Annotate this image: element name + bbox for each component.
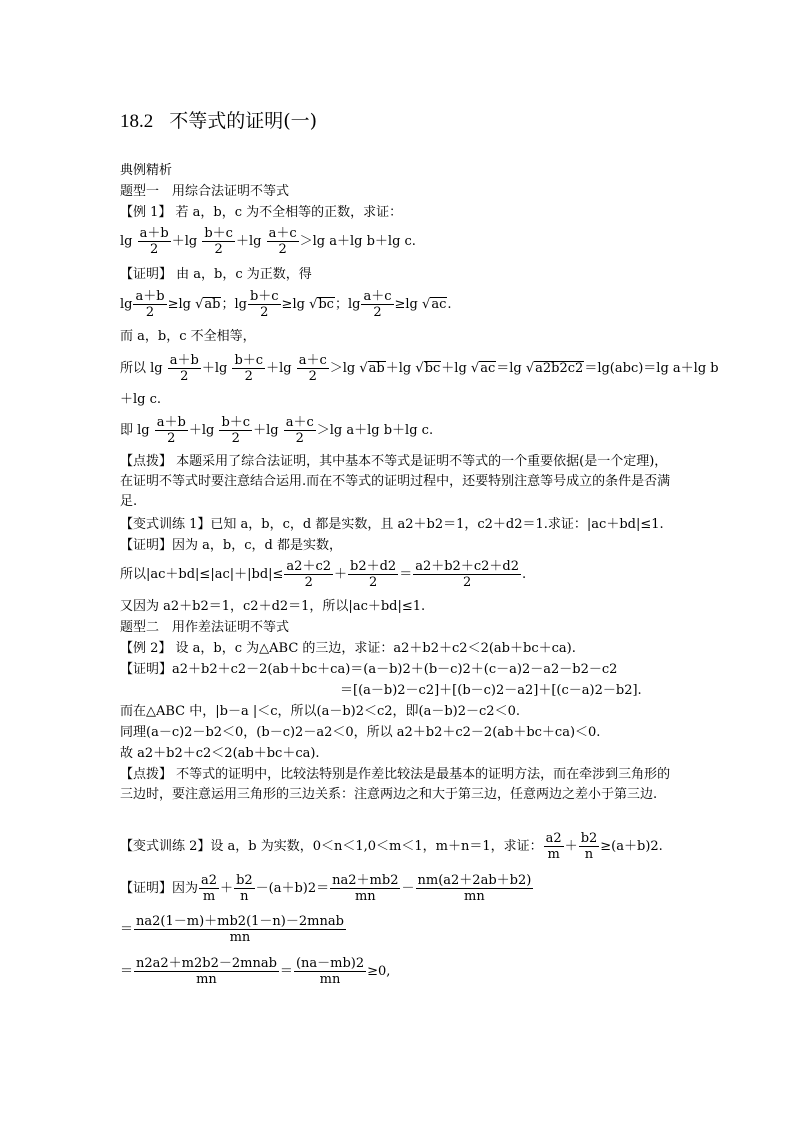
denominator: mn (196, 972, 217, 987)
denominator: 2 (260, 305, 269, 320)
numerator: n2a2＋m2b2－2mnab (136, 956, 277, 971)
numerator: na2＋mb2 (332, 873, 399, 888)
denominator: 2 (180, 369, 189, 384)
numerator: a＋b (156, 415, 186, 430)
fraction (416, 873, 534, 904)
fraction (133, 289, 166, 320)
example-1-comment: 【点拨】 本题采用了综合法证明，其中基本不等式是证明不等式的一个重要依据(是一个定理)，在证明不等式时要注意结合运用.而在不等式的证明过程中，还要特别注意等号成立的条件是否满足. (120, 454, 671, 509)
variation-2-proof-line-1 (120, 873, 534, 904)
denominator: mn (354, 889, 376, 904)
example-1-formula (120, 226, 416, 257)
formula-text: 【变式训练 2】设 a，b 为实数，0＜n＜1,0＜m＜1，m＋n＝1，求证： (120, 839, 543, 854)
formula-text: ≥0, (367, 964, 391, 979)
fraction (579, 831, 600, 862)
formula-text: ＋lg (253, 423, 279, 438)
formula-text: ＝lg(abc)＝lg a＋lg b (584, 361, 719, 376)
section-heading: 典例精析 (120, 163, 173, 178)
formula-text: lg (120, 234, 133, 249)
example-2-proof-line-2 (120, 682, 642, 699)
variation-2-proof-line-2 (120, 914, 347, 945)
problem-type-2: 题型二 用作差法证明不等式 (120, 620, 290, 635)
formula-text: ＋ (334, 567, 348, 582)
formula-text: ＝ (120, 922, 134, 937)
numerator: a2＋b2＋c2＋d2 (415, 559, 519, 574)
problem-type-1: 题型一 用综合法证明不等式 (120, 184, 290, 199)
formula-text: ＝[(a－b)2－c2]＋[(b－c)2－a2]＋[(c－a)2－b2]. (340, 683, 642, 698)
radicand: a2b2c2 (535, 361, 584, 376)
formula-text: ＝ (399, 567, 413, 582)
numerator: a＋c (298, 353, 327, 368)
numerator: a2 (201, 873, 218, 888)
numerator: a＋b (135, 289, 165, 304)
numerator: b2＋d2 (350, 559, 397, 574)
fraction (155, 415, 188, 446)
page-title (120, 106, 317, 133)
numerator: nm(a2＋2ab＋b2) (417, 873, 532, 888)
variation-1-proof-start: 【证明】因为 a，b，c，d 都是实数， (120, 538, 342, 553)
fraction (297, 353, 329, 384)
fraction (134, 914, 346, 945)
numerator: (na－mb)2 (295, 956, 365, 971)
denominator: mn (464, 889, 485, 904)
fraction (134, 956, 279, 987)
formula-text: ＞lg a＋lg b＋lg c. (316, 423, 434, 438)
fraction (138, 226, 171, 257)
formula-text: ≥lg (167, 297, 191, 312)
fraction (284, 415, 316, 446)
formula-text: lg (120, 297, 133, 312)
example-1-proof-start: 【证明】 由 a，b，c 为正数，得 (120, 267, 312, 282)
formula-text: ＋lg (235, 234, 262, 249)
denominator: mn (229, 930, 251, 945)
fraction (232, 353, 265, 384)
fraction (544, 831, 564, 862)
fraction (294, 956, 366, 987)
radicand: ac (431, 297, 447, 312)
numerator: b2 (236, 873, 253, 888)
formula-text: ＋lg (385, 361, 412, 376)
denominator: n (584, 847, 594, 862)
denominator: 2 (462, 575, 472, 590)
denominator: 2 (278, 242, 287, 257)
fraction (248, 289, 281, 320)
formula-text: ；lg (221, 297, 247, 312)
radicand: ac (480, 361, 496, 376)
formula-text: 所以|ac＋bd|≤|ac|＋|bd|≤ (120, 567, 284, 582)
denominator: n (240, 889, 249, 904)
example-1-conclusion (120, 415, 433, 446)
denominator: 2 (373, 305, 382, 320)
section-title: 不等式的证明(一) (169, 110, 318, 132)
formula-text: 【证明】因为 (120, 881, 199, 896)
example-1-question: 【例 1】 若 a，b，c 为不全相等的正数，求证： (120, 205, 403, 220)
example-1-proof-steps (120, 289, 451, 320)
formula-text: ＝ (120, 964, 134, 979)
numerator: a2＋c2 (286, 559, 331, 574)
section-number: 18.2 (120, 111, 154, 132)
radical (309, 297, 335, 312)
example-2-question: 【例 2】 设 a，b，c 为△ABC 的三边，求证：a2＋b2＋c2＜2(ab＋bc＋ca). (120, 641, 576, 656)
variation-2-proof-line-3 (120, 956, 390, 987)
radical (195, 297, 221, 312)
radical (471, 361, 496, 376)
denominator: mn (319, 972, 341, 987)
denominator: 2 (368, 575, 378, 590)
radicand: ab (204, 297, 221, 312)
numerator: a＋b (139, 226, 169, 241)
example-1-chain-continued: ＋lg c. (120, 392, 162, 407)
fraction (199, 873, 219, 904)
example-2-comment: 【点拨】 不等式的证明中，比较法特别是作差比较法是最基本的证明方法，而在牵涉到三角形的三边时，要注意运用三角形的三边关系：注意两边之和大于第三边，任意两边之差小于第三边. (120, 767, 671, 802)
variation-1-question: 【变式训练 1】已知 a，b，c，d 都是实数，且 a2＋b2＝1，c2＋d2＝1.求证：|ac＋bd|≤1. (120, 517, 664, 532)
denominator: 2 (304, 575, 313, 590)
fraction (284, 559, 333, 590)
radicand: bc (424, 361, 441, 376)
denominator: 2 (231, 431, 240, 446)
example-1-chain (120, 353, 719, 384)
denominator: 2 (167, 431, 176, 446)
denominator: 2 (295, 431, 304, 446)
denominator: 2 (150, 242, 159, 257)
formula-text: －(a＋b)2＝ (255, 881, 330, 896)
fraction (168, 353, 201, 384)
formula-text: ≥lg (394, 297, 418, 312)
radicand: ab (368, 361, 385, 376)
numerator: a＋c (363, 289, 392, 304)
variation-2-question (120, 831, 663, 862)
formula-text: ＝lg (496, 361, 522, 376)
fraction (219, 415, 252, 446)
numerator: b＋c (204, 226, 233, 241)
denominator: 2 (244, 369, 253, 384)
formula-text: 即 lg (120, 423, 150, 438)
fraction (361, 289, 393, 320)
denominator: m (202, 889, 216, 904)
fraction (202, 226, 235, 257)
radicand: bc (318, 297, 334, 312)
formula-text: ＝ (279, 964, 293, 979)
example-2-proof-line-5: 故 a2＋b2＋c2＜2(ab＋bc＋ca). (120, 746, 320, 761)
formula-text: . (447, 297, 452, 312)
denominator: 2 (308, 369, 317, 384)
fraction (267, 226, 299, 257)
numerator: na2(1－m)＋mb2(1－n)－2mnab (136, 914, 344, 929)
formula-text: ＋lg (188, 423, 215, 438)
formula-text: － (401, 881, 415, 896)
formula-text: ＋ (564, 839, 578, 854)
fraction (234, 873, 255, 904)
numerator: a＋c (285, 415, 314, 430)
formula-text: ＋lg (201, 361, 228, 376)
example-2-proof-line-3: 而在△ABC 中，|b－a |＜c，所以(a－b)2＜c2，即(a－b)2－c2＜0. (120, 704, 520, 719)
formula-text: . (521, 567, 527, 582)
formula-text: ＋ (220, 881, 234, 896)
fraction (330, 873, 400, 904)
formula-text: ＞lg (329, 361, 356, 376)
formula-text: ；lg (334, 297, 361, 312)
example-2-proof-line-4: 同理(a－c)2－b2＜0，(b－c)2－a2＜0，所以 a2＋b2＋c2－2(ab＋bc＋ca)＜0. (120, 725, 601, 740)
numerator: b＋c (249, 289, 279, 304)
formula-text: ＞lg a＋lg b＋lg c. (299, 234, 416, 249)
numerator: a2 (545, 831, 562, 846)
denominator: m (547, 847, 560, 862)
denominator: 2 (145, 305, 155, 320)
formula-text: ≥(a＋b)2. (600, 839, 663, 854)
formula-text: ＋lg (171, 234, 198, 249)
fraction (413, 559, 521, 590)
radical (359, 361, 385, 376)
numerator: b＋c (234, 353, 264, 368)
radical (415, 361, 441, 376)
radical (422, 297, 447, 312)
formula-text: 所以 lg (120, 361, 163, 376)
numerator: a＋b (169, 353, 199, 368)
variation-1-chain (120, 559, 526, 590)
formula-text: ≥lg (281, 297, 305, 312)
example-1-not-equal: 而 a，b，c 不全相等， (120, 329, 256, 344)
numerator: b＋c (221, 415, 251, 430)
numerator: b2 (580, 831, 598, 846)
fraction (348, 559, 398, 590)
variation-1-conclusion: 又因为 a2＋b2＝1，c2＋d2＝1，所以|ac＋bd|≤1. (120, 599, 426, 614)
formula-text: ＋lg (266, 361, 292, 376)
radical (526, 361, 584, 376)
denominator: 2 (214, 242, 223, 257)
example-2-proof-line-1: 【证明】a2＋b2＋c2－2(ab＋bc＋ca)＝(a－b)2＋(b－c)2＋(c－a)2－a2－b2－c2 (120, 662, 618, 677)
formula-text: ＋lg (441, 361, 467, 376)
numerator: a＋c (268, 226, 297, 241)
